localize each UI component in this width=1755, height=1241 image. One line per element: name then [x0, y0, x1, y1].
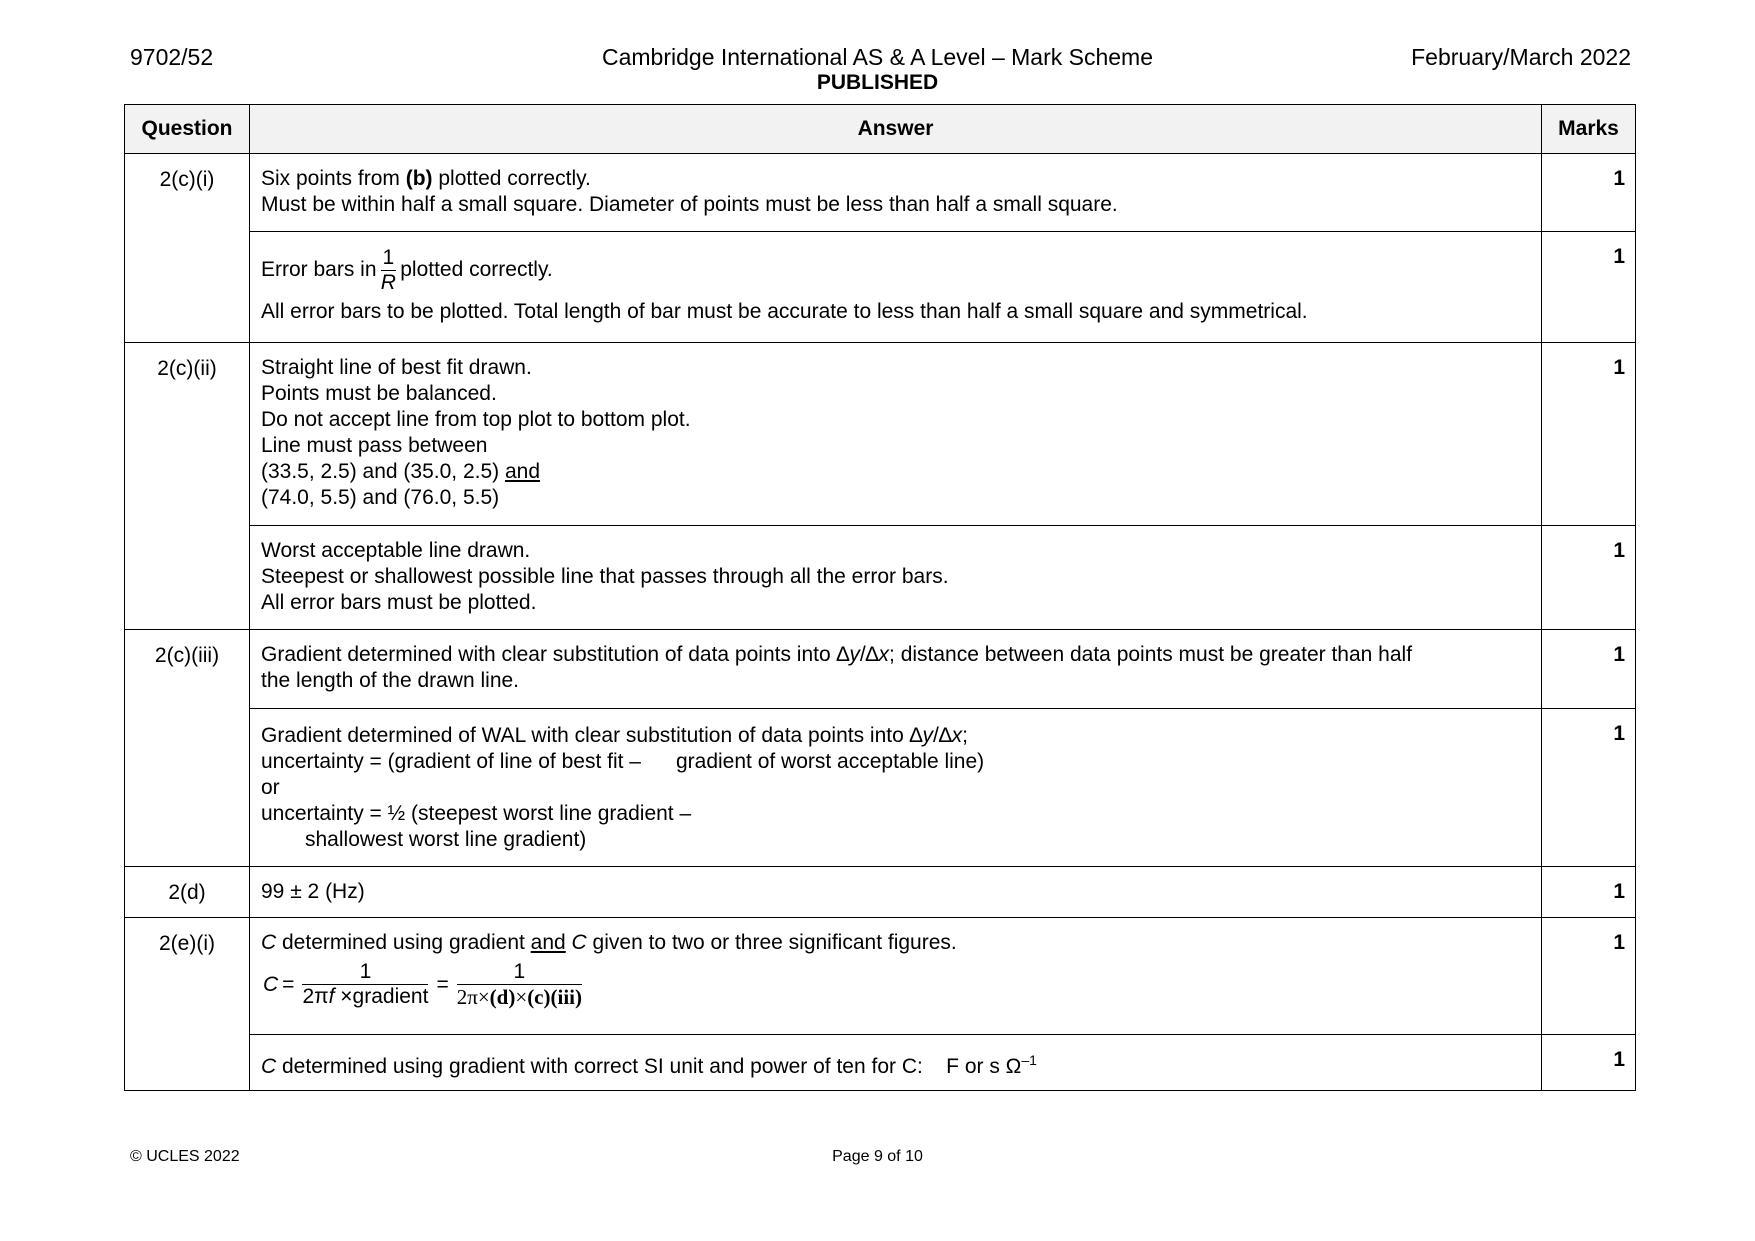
answer-line: All error bars to be plotted. Total length of bar must be accurate to less than half a small square and symmetrical.	[261, 300, 1308, 323]
answer-cell	[250, 154, 1542, 232]
question-number: 2(d)	[125, 867, 250, 918]
mark-value: 1	[1542, 1035, 1636, 1091]
answer-line: Worst acceptable line drawn.	[261, 539, 531, 562]
formula-ref: (d)	[489, 985, 516, 1009]
answer-text: Error bars in	[261, 258, 377, 282]
answer-text: /∆	[859, 643, 879, 666]
answer-cell	[250, 526, 1542, 630]
answer-text: /∆	[932, 724, 952, 747]
mark-scheme-table	[124, 104, 1636, 1091]
answer-line	[261, 930, 1531, 956]
table-row	[125, 630, 1636, 709]
answer-line: Points must be balanced.	[261, 382, 497, 405]
answer-line	[261, 1047, 1531, 1080]
answer-line: 99 ± 2 (Hz)	[261, 880, 365, 903]
answer-text: determined using gradient	[276, 931, 531, 954]
variable-c: C	[261, 931, 277, 954]
answer-line	[261, 642, 1531, 668]
fraction-numerator: 1	[457, 960, 582, 985]
answer-line: (74.0, 5.5) and (76.0, 5.5)	[261, 486, 500, 509]
variable-y: y	[849, 643, 860, 666]
paper-code: 9702/52	[130, 44, 214, 70]
mark-value: 1	[1542, 526, 1636, 630]
table-row	[125, 154, 1636, 232]
question-number: 2(c)(ii)	[125, 343, 250, 630]
answer-line	[261, 166, 1531, 192]
published-label: PUBLISHED	[816, 71, 939, 94]
column-header-answer: Answer	[250, 105, 1542, 154]
answer-line: Do not accept line from top plot to bottom plot.	[261, 408, 691, 431]
answer-text: plotted correctly.	[432, 167, 591, 190]
fraction-numerator: 1	[382, 246, 395, 269]
table-header-row	[125, 105, 1636, 154]
fraction-denominator	[302, 985, 428, 1009]
answer-line: uncertainty = ½ (steepest worst line gradient –	[261, 802, 692, 825]
underlined-text: and	[530, 931, 566, 954]
question-number: 2(c)(i)	[125, 154, 250, 343]
answer-cell	[250, 630, 1542, 709]
underlined-text: and	[504, 460, 541, 483]
formula-text: 2π	[302, 985, 329, 1008]
fraction-denominator: R	[380, 271, 396, 294]
answer-text: ;	[962, 724, 969, 747]
answer-text: Gradient determined with clear substitution of data points into ∆	[261, 643, 850, 666]
column-header-question: Question	[125, 105, 250, 154]
column-header-marks: Marks	[1542, 105, 1636, 154]
table-row	[125, 1035, 1636, 1091]
capacitance-formula	[263, 960, 1531, 1009]
fraction-numerator: 1	[302, 960, 428, 985]
fraction-denominator	[457, 985, 582, 1009]
mark-value: 1	[1542, 709, 1636, 867]
formula-text: 2π×	[456, 985, 490, 1009]
variable-x: x	[951, 724, 963, 747]
question-number: 2(c)(iii)	[125, 630, 250, 867]
variable-c: C	[565, 931, 587, 954]
answer-line	[261, 723, 1531, 749]
answer-line: All error bars must be plotted.	[261, 591, 537, 614]
formula-ref: (c)(iii)	[527, 985, 582, 1009]
answer-line: or	[261, 776, 280, 799]
answer-line: Must be within half a small square. Diameter of points must be less than half a small square.	[261, 193, 1118, 216]
table-row	[125, 918, 1636, 1035]
table-row	[125, 232, 1636, 343]
answer-cell	[250, 343, 1542, 526]
equals-sign: =	[436, 972, 449, 996]
variable-c: C	[261, 1055, 277, 1078]
answer-line: Straight line of best fit drawn.	[261, 356, 532, 379]
variable-x: x	[878, 643, 890, 666]
answer-line	[261, 246, 1531, 295]
answer-text: (33.5, 2.5) and (35.0, 2.5)	[261, 460, 505, 483]
answer-line	[261, 459, 1531, 485]
superscript: –1	[1021, 1052, 1037, 1068]
variable-f: f	[328, 985, 335, 1008]
answer-text: plotted correctly.	[400, 258, 553, 282]
equals-sign: =	[282, 972, 295, 996]
table-row	[125, 709, 1636, 867]
mark-value: 1	[1542, 867, 1636, 918]
variable-y: y	[922, 724, 933, 747]
answer-text: Six points from	[261, 167, 406, 190]
fraction	[457, 960, 582, 1009]
copyright-notice: © UCLES 2022	[130, 1148, 240, 1165]
mark-value: 1	[1542, 232, 1636, 343]
answer-line: shallowest worst line gradient)	[305, 828, 587, 851]
answer-line: uncertainty = (gradient of line of best fit – gradient of worst acceptable line)	[261, 750, 985, 773]
answer-text: ; distance between data points must be greater than half	[889, 643, 1413, 666]
answer-cell	[250, 709, 1542, 867]
mark-value: 1	[1542, 343, 1636, 526]
answer-ref: (b)	[405, 167, 433, 190]
formula-text: ×	[515, 985, 528, 1009]
mark-value: 1	[1542, 154, 1636, 232]
answer-line: Line must pass between	[261, 434, 488, 457]
answer-text: determined using gradient with correct SI unit and power of ten for C: F or s Ω	[276, 1055, 1022, 1078]
fraction	[302, 960, 428, 1009]
question-number: 2(e)(i)	[125, 918, 250, 1091]
answer-cell	[250, 1035, 1542, 1091]
exam-session: February/March 2022	[1411, 44, 1631, 70]
answer-line: the length of the drawn line.	[261, 669, 520, 692]
page-number: Page 9 of 10	[832, 1148, 923, 1165]
table-row	[125, 526, 1636, 630]
table-row	[125, 343, 1636, 526]
variable-c: C	[263, 972, 279, 996]
document-title: Cambridge International AS & A Level – Mark Scheme	[601, 44, 1154, 70]
answer-text: Gradient determined of WAL with clear substitution of data points into ∆	[261, 724, 923, 747]
formula-text: ×gradient	[334, 985, 429, 1008]
answer-cell	[250, 867, 1542, 918]
answer-cell	[250, 232, 1542, 343]
answer-text: given to two or three significant figures.	[586, 931, 957, 954]
mark-value: 1	[1542, 630, 1636, 709]
fraction	[381, 246, 397, 295]
answer-cell	[250, 918, 1542, 1035]
answer-line: Steepest or shallowest possible line that passes through all the error bars.	[261, 565, 949, 588]
mark-value: 1	[1542, 918, 1636, 1035]
table-row	[125, 867, 1636, 918]
